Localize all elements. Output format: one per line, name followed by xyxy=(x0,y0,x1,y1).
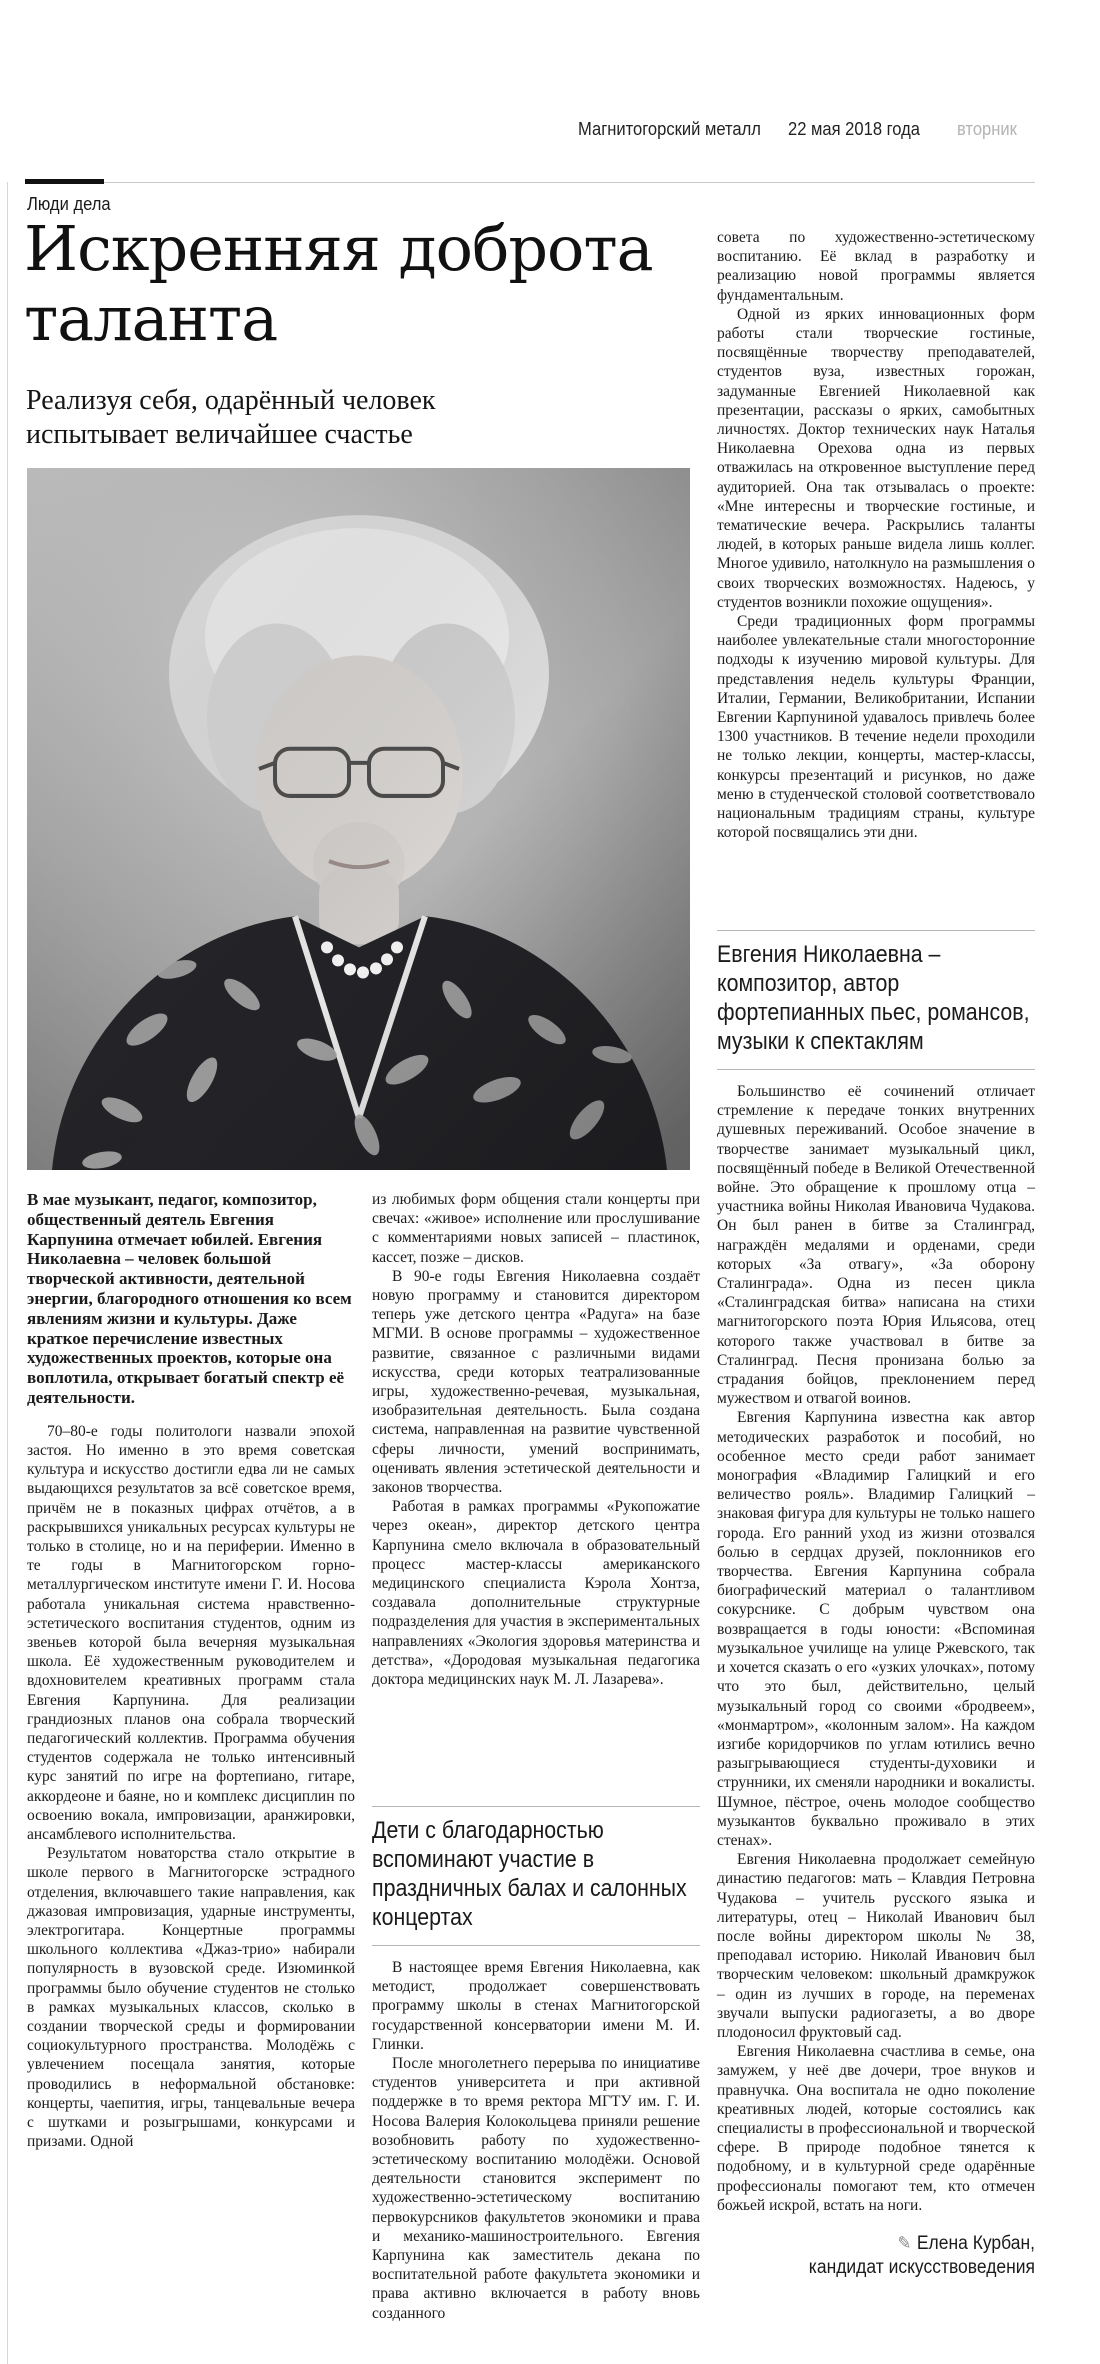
author-title: кандидат искусствоведения xyxy=(808,2256,1035,2278)
top-rule xyxy=(25,182,1035,183)
paragraph: Большинство её сочинений отличает стремление к передаче тонких внутренних душевных переживаний. Особое значение в творчестве занимает музыкальный цикл, посвящённый победе в Великой Отечественной войне. Это обращение к прошлому отца – участника войны Николая Ивановича Чудакова. Он был ранен в битве за Сталинград, награждён медалями и орденами, среди которых «За отвагу», «За оборону Сталинграда». Одна из песен цикла «Сталинградская битва» написана на стихи магнитогорского поэта Юрия Ильясова, отец которого также участвовал в битве за Сталинград. Песня пронизана болью за страдания бойцов, преклонением перед мужеством и отвагой воинов. xyxy=(717,1083,1035,1408)
portrait-photo xyxy=(27,468,690,1170)
subheading: Дети с благодарностью вспоминают участие в праздничных балах и салонных концертах xyxy=(372,1817,687,1931)
author-name: Елена Курбан, xyxy=(916,2232,1035,2254)
paragraph: Евгения Николаевна продолжает семейную династию педагогов: мать – Клавдия Петровна Чудакова – учитель русского языка и литературы, отец – Николай Иванович был после войны директором школы № 38, преподавал историю. Николай Иванович был творческим человеком: школьный драмкружок – один из лучших в городе, на переменах звучали выпуски радиогазеты, а во дворе плодоносил фруктовый сад. xyxy=(717,1851,1035,2041)
paper-name: Магнитогорский металл xyxy=(578,119,761,139)
portrait-photo-graphic xyxy=(27,468,690,1170)
lead-paragraph: В мае музыкант, педагог, композитор, общественный деятель Евгения Карпунина отмечает юбилей. Евгения Николаевна – человек большой творческой активности, деятельной энергии, благородного отношения ко всем явлениям жизни и культуры. Даже краткое перечисление известных художественных проектов, которые она воплотила, открывает богатый спектр её деятельности. xyxy=(27,1190,352,1407)
issue-weekday: вторник xyxy=(957,119,1017,139)
issue-date: 22 мая 2018 года xyxy=(788,119,921,139)
article-headline: Искренняя доброта таланта xyxy=(24,212,653,356)
paragraph: Евгения Николаевна счастлива в семье, она замужем, у неё две дочери, трое внуков и правнучка. Она воспитала не одно поколение креативных людей, которые состоялись как специалисты в профессиональной и творческой сфере. В природе подобное тянется к подобному, и в культурной среде одарённые профессионалы помогают тем, кто отмечен божьей искрой, встать на ноги. xyxy=(717,2043,1035,2214)
column-3-paragraphs-top xyxy=(717,305,1035,843)
subheading-block xyxy=(372,1806,700,1946)
column-2-paragraphs-top xyxy=(372,1267,700,1689)
article-deck: Реализуя себя, одарённый человек испытывает величайшее счастье xyxy=(26,385,436,451)
signature xyxy=(742,2231,1035,2280)
column-3-paragraphs-bottom xyxy=(717,1082,1035,2215)
paragraph: Результатом новаторства стало открытие в школе первого в Магнитогорске эстрадного отделения, включавшего такие направления, как джазовая импровизация, ударные инструменты, электрогитара. Концертные программы школьного коллектива «Джаз-трио» набирали популярность в вузовской среде. Изюминкой программы было обучение студентов не столько в рамках музыкальных классов, сколько в создании творческой среды и формировании социокультурного пространства. Молодёжь с увлечением посещала занятия, которые проводились в неформальной обстановке: концерты, чаепития, игры, танцевальные вечера с шутками и розыгрышами, конкурсами и призами. Одной xyxy=(27,1845,355,2151)
column-3 xyxy=(717,228,1035,2280)
pencil-icon: ✎ xyxy=(897,2232,912,2253)
section-kicker: Люди дела xyxy=(27,194,111,214)
paragraph: 70–80-е годы политологи назвали эпохой застоя. Но именно в это время советская культура и искусство достигли едва ли не самых выдающихся результатов за всё советское время, причём не в показных цифрах отчётов, а в раскрывшихся уникальных ресурсах культуры не только в столице, но и на периферии. Именно в те годы в Магнитогорском горно-металлургическом институте имени Г. И. Носова работала уникальная система нравственно-эстетического воспитания студентов, одним из звеньев которой была вечерняя музыкальная школа. Её художественным руководителем и вдохновителем креативных программ стала Евгения Карпунина. Для реализации грандиозных планов она собрала творческий педагогический коллектив. Программа обучения студентов содержала не только интенсивный курс занятий по игре на фортепиано, гитаре, аккордеоне и баяне, но и комплекс дисциплин по освоению вокала, импровизации, аранжировки, ансамблевого исполнительства. xyxy=(27,1422,355,1844)
section-marker-bar xyxy=(25,179,104,184)
paragraph: В настоящее время Евгения Николаевна, как методист, продолжает совершенствовать программу школы в стенах Магнитогорской государственной консерватории имени М. И. Глинки. xyxy=(372,1959,700,2053)
paragraph: В 90-е годы Евгения Николаевна создаёт новую программу и становится директором теперь уже детского центра «Радуга» на базе МГМИ. В основе программы – художественное развитие, связанное с различными видами искусства, среди которых театрализованные игры, художественно-речевая, музыкальная, изобразительная деятельность. Была создана система, направленная на развитие чувственной сферы личности, умений воспринимать, оценивать явления эстетической деятельности и законов творчества. xyxy=(372,1267,700,1497)
paragraph: После многолетнего перерыва по инициативе студентов университета и при активной поддержке в то время ректора МГТУ им. Г. И. Носова Валерия Колокольцева приняли решение возобновить работу по художественно-эстетическому воспитанию молодёжи. Основой деятельности становится эксперимент по художественно-эстетическому воспитанию первокурсников факультетов экономики и права и механико-машиностроительного. Евгения Карпунина как заместитель декана по воспитательной работе факультета экономики и права активно включается в работу вновь созданного xyxy=(372,2055,700,2322)
column-2-top xyxy=(372,1190,700,1798)
paragraph: Одной из ярких инновационных форм работы стали творческие гостиные, посвящённые творчеству преподавателей, студентов вуза, известных горожан, задуманные Евгенией Николаевной как презентации, рассказы о ярких, самобытных личностях. Доктор технических наук Наталья Николаевна Орехова одна из первых отважилась на откровенное выступление перед аудиторией. Она так отзывалась о проекте: «Мне интересны и творческие гостиные, и тематические вечера. Раскрылись таланты людей, в которых раньше видела лишь коллег. Многое удивило, натолкнуло на размышления о своих творческих возможностях. Надеюсь, у студентов возникли похожие ощущения». xyxy=(717,305,1035,611)
paragraph: Среди традиционных форм программы наиболее увлекательные стали многосторонние подходы к изучению мировой культуры. Для представления недель культуры Франции, Италии, Германии, Великобритании, Испании Евгении Карпуниной удавалось привлечь более 1300 участников. В течение недели проходили не только лекции, концерты, мастер-классы, конкурсы презентаций и рисунков, но даже меню в студенческой столовой соответствовало национальным традициям страны, культуре которой посвящались эти дни. xyxy=(717,613,1035,842)
signature-name-line xyxy=(742,2231,1035,2256)
column-2 xyxy=(372,1190,700,2323)
page-edge-rule xyxy=(7,182,8,2364)
paragraph: из любимых форм общения стали концерты при свечах: «живое» исполнение или прослушивание с комментариями новых записей – пластинок, кассет, позже – дисков. xyxy=(372,1191,700,1266)
paragraph: Работая в рамках программы «Рукопожатие через океан», директор детского центра Карпунина смело включала в образовательный процесс мастер-классы американского медицинского специалиста Кэрола Хонтза, создавала дополнительные структурные подразделения для участия в экспериментальных направлениях «Экология здоровья материнства и детства», «Дородовая музыкальная педагогика доктора медицинских наук М. Л. Лазарева». xyxy=(372,1498,700,1689)
column-3-top xyxy=(717,228,1035,922)
pull-quote-block xyxy=(717,930,1035,1070)
pull-quote: Евгения Николаевна – композитор, автор фортепианных пьес, романсов, музыки к спектаклям xyxy=(717,941,1030,1055)
column-1-paragraphs xyxy=(27,1422,355,2152)
paragraph: совета по художественно-эстетическому воспитанию. Её вклад в разработку и реализацию новой программы является фундаментальным. xyxy=(717,229,1035,304)
column-1 xyxy=(27,1190,355,2151)
column-2-paragraphs-bottom xyxy=(372,1958,700,2323)
paragraph: Евгения Карпунина известна как автор методических разработок и пособий, но особенное место среди работ занимает монография «Владимир Галицкий и его величество рояль». Владимир Галицкий – знаковая фигура для культуры не только нашего города. Его ранний уход из жизни отозвался болью в сердцах друзей, поклонников его творчества. Евгения Карпунина собрала биографический материал о талантливом сокурснике. С добрым чувством она возвращается в годы юности: «Вспоминая музыкальное училище на улице Ржевского, так и хочется сказать о его «узких улочках», потому что это был, действительно, целый музыкальный город со своими «бродвеем», «монмартром», «колонным залом». На каждом изгибе коридорчиков по углам ютились вечно разыгрывающиеся студенты-духовики и струнники, их сменяли народники и вокалисты. Шумное, пёстрое, очень молодое сообщество музыкантов буквально проживало в этих стенах». xyxy=(717,1409,1035,1849)
